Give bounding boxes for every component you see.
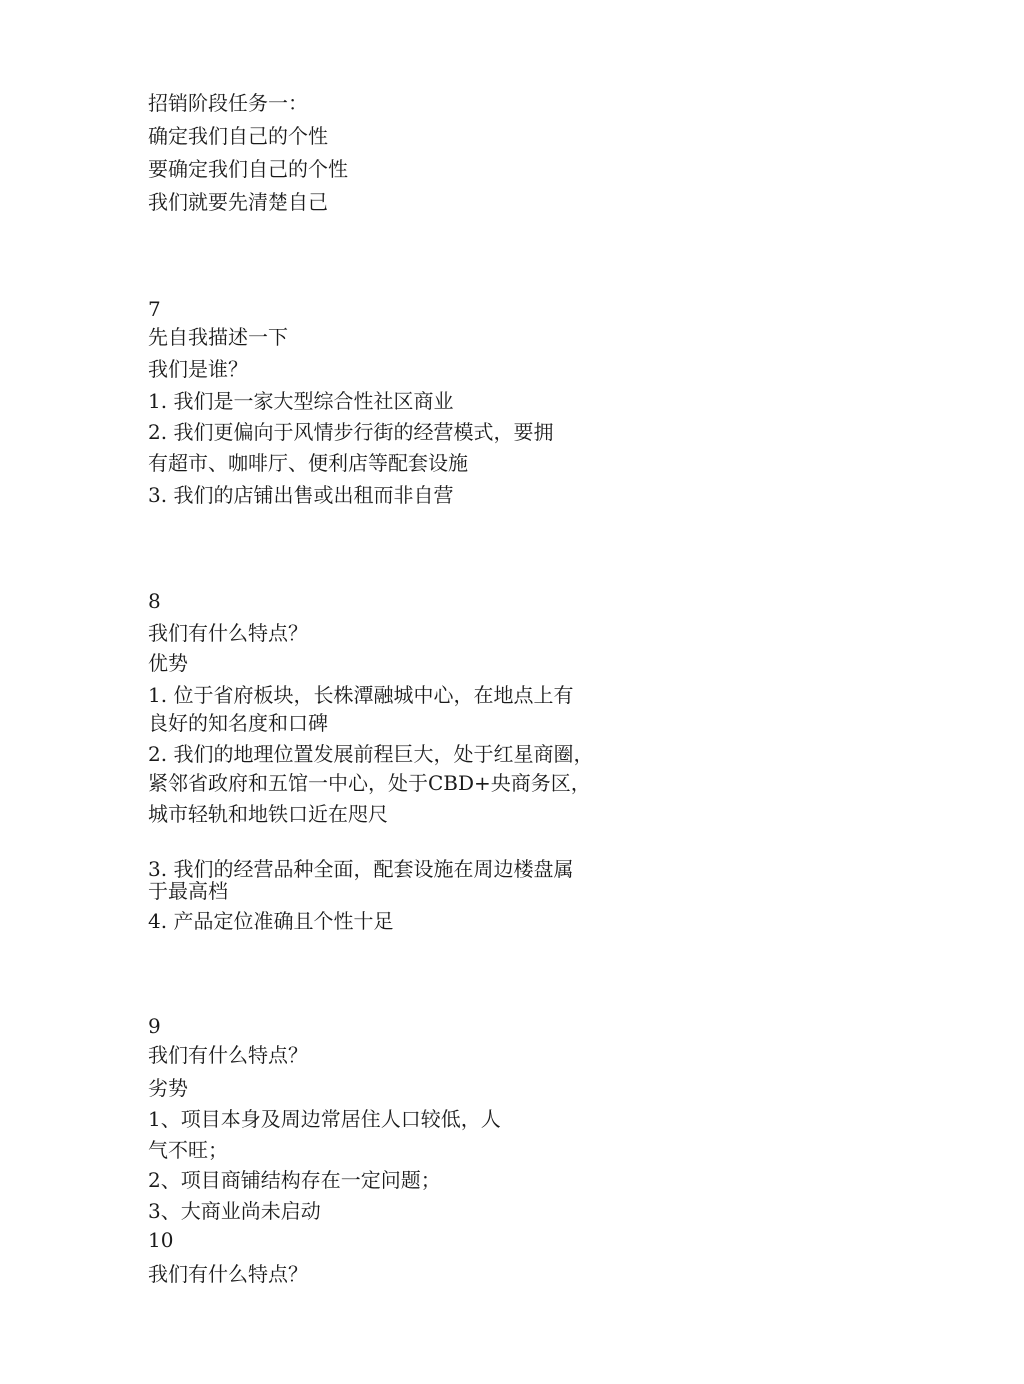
list-item: 于最高档: [148, 879, 228, 903]
section-subheading: 优势: [148, 651, 188, 675]
list-item: 城市轻轨和地铁口近在咫尺: [148, 802, 388, 826]
list-item: 3. 我们的店铺出售或出租而非自营: [148, 483, 454, 507]
list-item: 气不旺；: [148, 1138, 228, 1162]
list-item: 良好的知名度和口碑: [148, 711, 328, 735]
page-number: 7: [148, 297, 161, 321]
intro-line: 要确定我们自己的个性: [148, 157, 348, 181]
list-item: 4. 产品定位准确且个性十足: [148, 909, 394, 933]
list-item: 有超市、咖啡厅、便利店等配套设施: [148, 451, 468, 475]
list-item: 1. 我们是一家大型综合性社区商业: [148, 389, 454, 413]
page-number: 10: [148, 1228, 174, 1252]
section-subheading: 劣势: [148, 1076, 188, 1100]
list-item: 1、项目本身及周边常居住人口较低，人: [148, 1107, 501, 1131]
list-item: 1. 位于省府板块，长株潭融城中心，在地点上有: [148, 683, 574, 707]
intro-line: 确定我们自己的个性: [148, 124, 328, 148]
intro-line: 我们就要先清楚自己: [148, 190, 328, 214]
list-item: 2. 我们的地理位置发展前程巨大，处于红星商圈，: [148, 742, 594, 766]
list-item: 2、项目商铺结构存在一定问题；: [148, 1168, 441, 1192]
list-item: 3、大商业尚未启动: [148, 1199, 321, 1223]
section-heading: 我们有什么特点？: [148, 621, 308, 645]
page-number: 9: [148, 1014, 161, 1038]
intro-line: 招销阶段任务一：: [148, 91, 308, 115]
page-number: 8: [148, 589, 161, 613]
list-item: 紧邻省政府和五馆一中心，处于CBD+央商务区，: [148, 771, 591, 795]
list-item: 2. 我们更偏向于风情步行街的经营模式，要拥: [148, 420, 554, 444]
list-item: 3. 我们的经营品种全面，配套设施在周边楼盘属: [148, 857, 574, 881]
section-heading: 我们有什么特点？: [148, 1262, 308, 1286]
section-heading: 先自我描述一下: [148, 325, 288, 349]
section-heading: 我们有什么特点？: [148, 1043, 308, 1067]
section-question: 我们是谁？: [148, 357, 248, 381]
